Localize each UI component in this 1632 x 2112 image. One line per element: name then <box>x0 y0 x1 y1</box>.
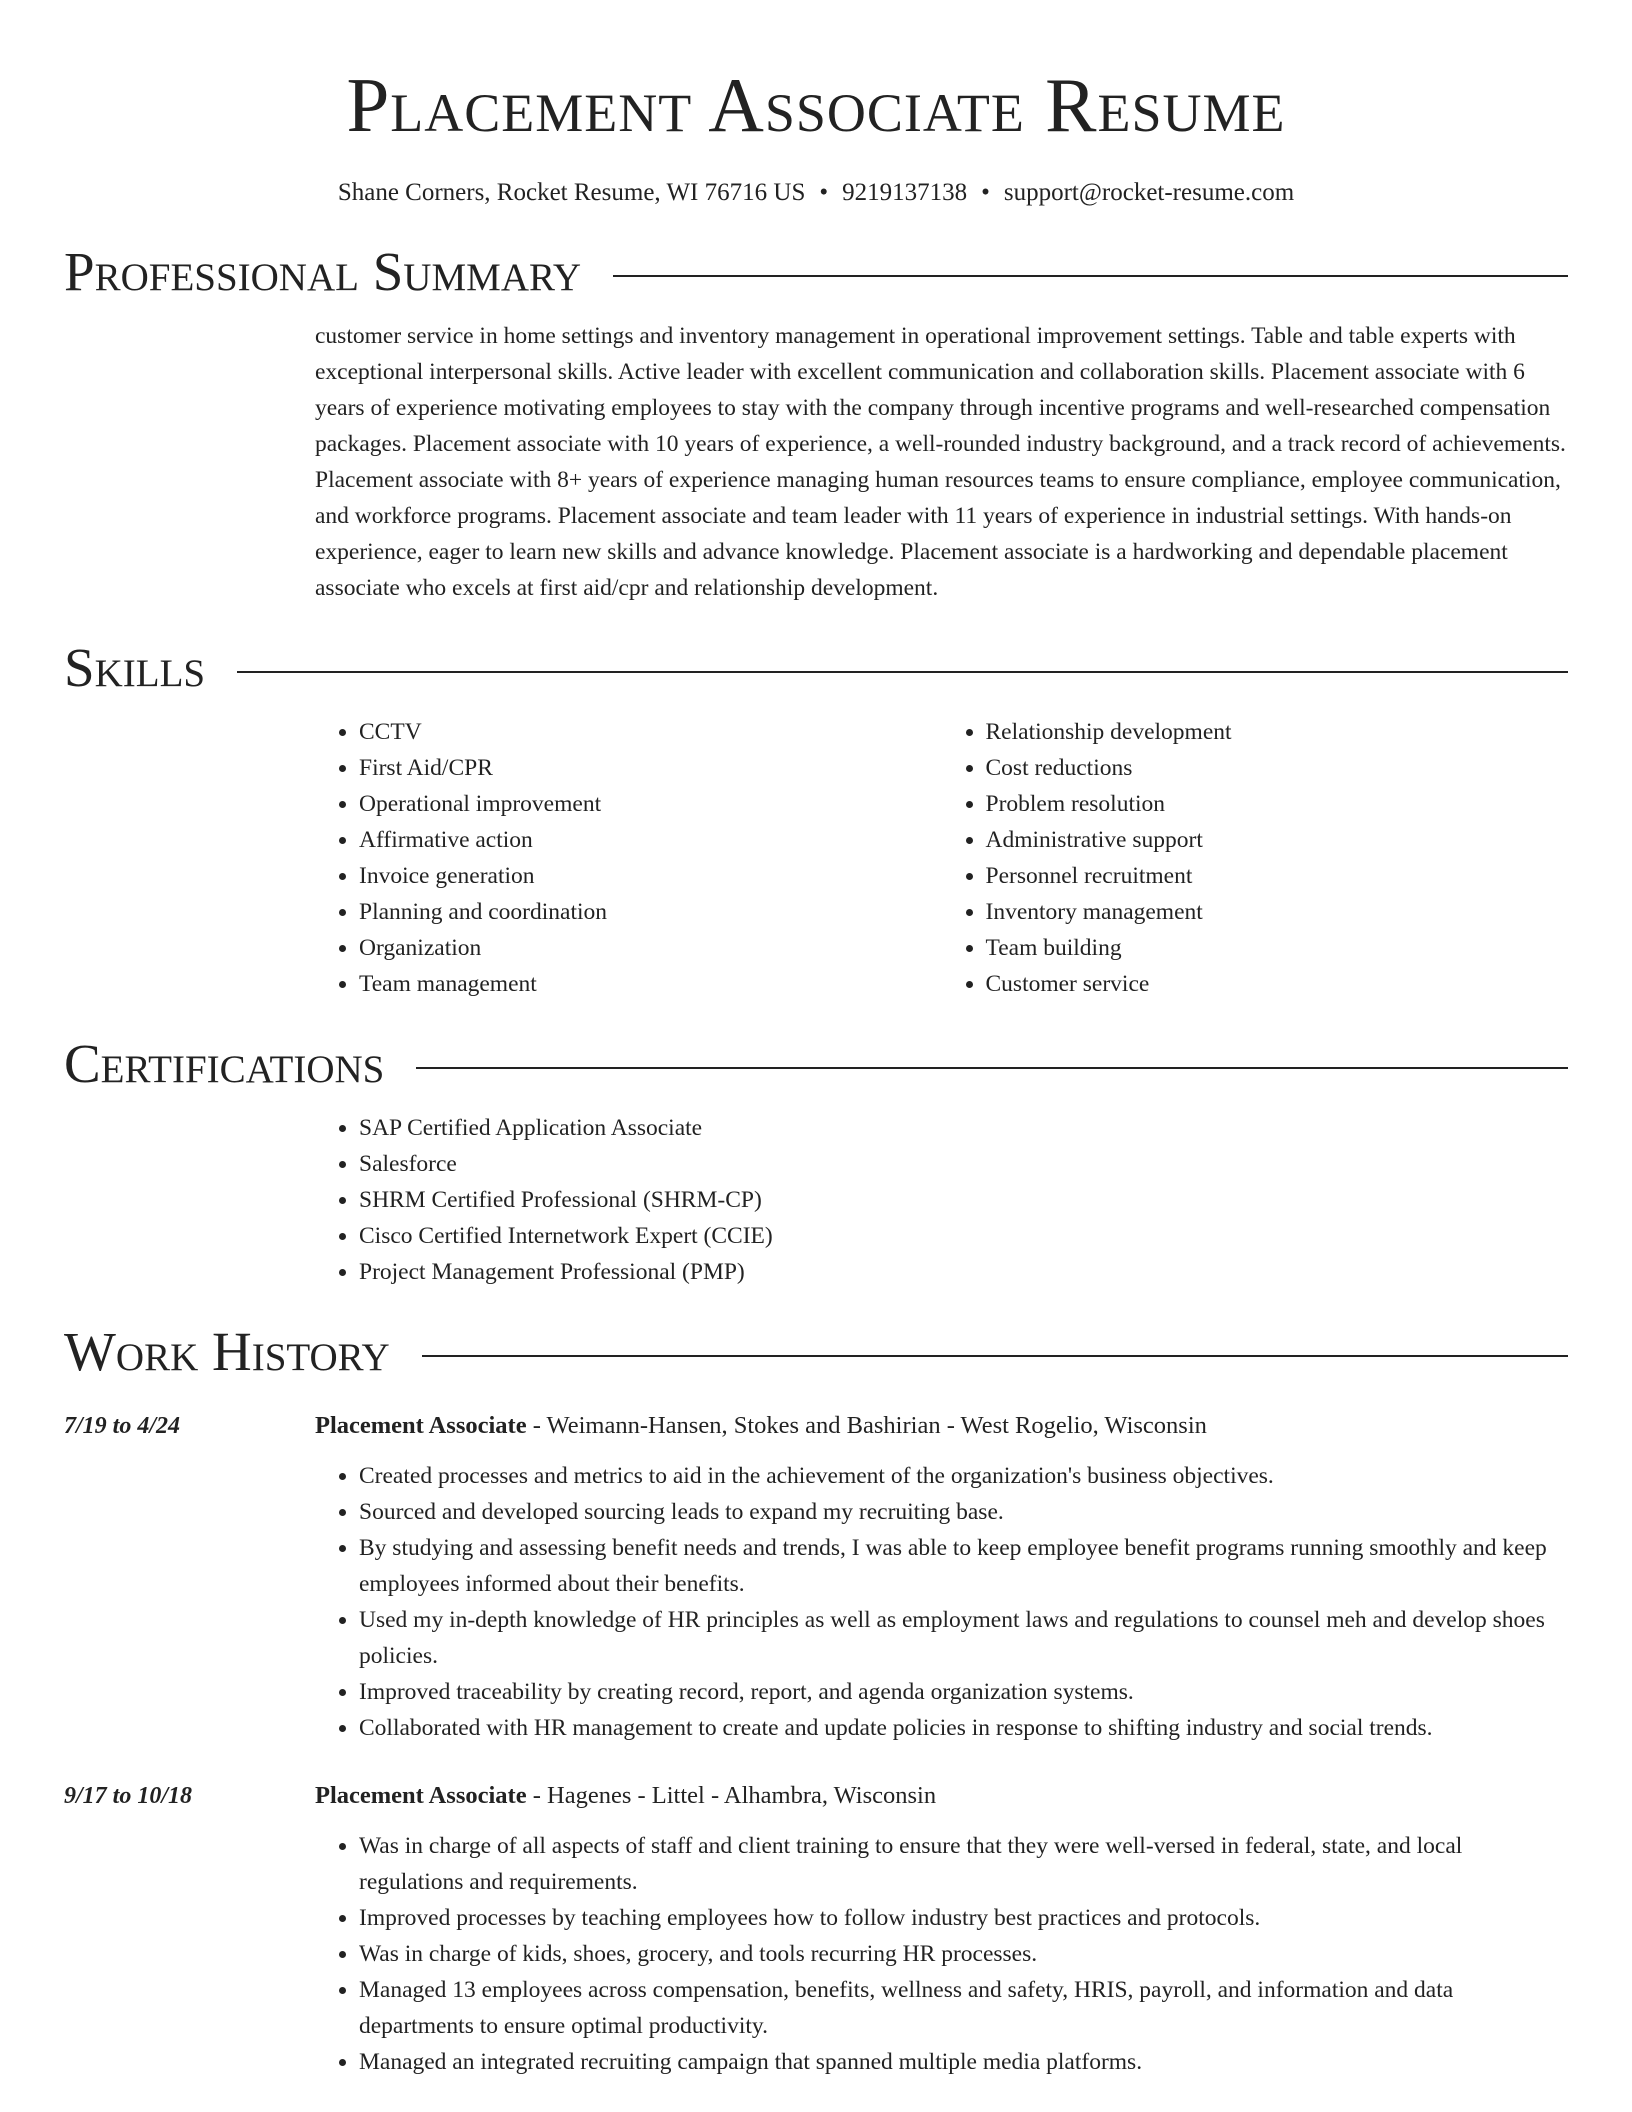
job-bullet: • Created processes and metrics to aid in the achievement of the organization's business objectives. <box>359 1458 1568 1494</box>
job-bullets <box>315 1458 1568 1746</box>
job-bullet: • Managed 13 employees across compensation, benefits, wellness and safety, HRIS, payroll, and information and data departments to ensure optimal productivity. <box>359 1972 1568 2044</box>
job-bullet: • Used my in-depth knowledge of HR principles as well as employment laws and regulations to counsel meh and develop shoes policies. <box>359 1602 1568 1674</box>
work-heading: Work History <box>64 1321 390 1382</box>
contact-line <box>64 176 1568 210</box>
skill-item: • Team building <box>986 930 1569 966</box>
certifications-block <box>315 1110 1568 1290</box>
job-heading <box>315 1778 1568 1814</box>
skill-item: • Inventory management <box>986 894 1569 930</box>
skill-item: • Team management <box>359 966 942 1002</box>
job-details <box>315 1408 1568 1746</box>
job-dates: 7/19 to 4/24 <box>64 1413 181 1439</box>
job-bullet: • Was in charge of all aspects of staff and client training to ensure that they were well-versed in federal, state, and local regulations and requirements. <box>359 1828 1568 1900</box>
job-details <box>315 1778 1568 2080</box>
skills-heading: Skills <box>64 637 206 698</box>
job-bullet: • Was in charge of kids, shoes, grocery, and tools recurring HR processes. <box>359 1936 1568 1972</box>
job-title: Placement Associate <box>315 1412 527 1439</box>
skill-item: • Operational improvement <box>359 786 942 822</box>
skill-item: • Customer service <box>986 966 1569 1002</box>
summary-heading: Professional Summary <box>64 241 582 302</box>
section-divider <box>613 275 1568 277</box>
contact-address: Shane Corners, Rocket Resume, WI 76716 US <box>337 179 806 206</box>
certification-item: • SAP Certified Application Associate <box>359 1110 1568 1146</box>
skill-item: • Personnel recruitment <box>986 858 1569 894</box>
certifications-section-header <box>64 1030 1568 1098</box>
skills-list-right <box>942 714 1569 1002</box>
skill-item: • Planning and coordination <box>359 894 942 930</box>
work-section-header <box>64 1318 1568 1386</box>
skills-column-right <box>942 714 1569 1002</box>
resume-title: Placement Associate Resume <box>346 62 1286 148</box>
contact-separator: • <box>819 179 829 206</box>
skills-grid <box>315 714 1568 1002</box>
job-employer: - Hagenes - Littel - Alhambra, Wisconsin <box>526 1782 937 1809</box>
section-divider <box>416 1067 1568 1069</box>
job-title: Placement Associate <box>315 1782 527 1809</box>
certification-item: • SHRM Certified Professional (SHRM-CP) <box>359 1182 1568 1218</box>
job-bullet: • Improved traceability by creating record, report, and agenda organization systems. <box>359 1674 1568 1710</box>
skill-item: • Invoice generation <box>359 858 942 894</box>
section-divider <box>422 1355 1568 1357</box>
contact-phone: 9219137138 <box>842 179 968 206</box>
job-bullet: • Managed an integrated recruiting campaign that spanned multiple media platforms. <box>359 2044 1568 2080</box>
job-bullets <box>315 1828 1568 2080</box>
certification-item: • Salesforce <box>359 1146 1568 1182</box>
job-heading <box>315 1408 1568 1444</box>
contact-email[interactable]: support@rocket-resume.com <box>1003 179 1295 206</box>
skills-list-left <box>315 714 942 1002</box>
skills-section-header <box>64 634 1568 702</box>
skill-item: • CCTV <box>359 714 942 750</box>
summary-text: customer service in home settings and inventory management in operational improvement settings. Table and table experts with exceptional interpersonal skills. Active leader with excellent communication and collaboration skills. Placement associate with 6 years of experience motivating employees to stay with the company through incentive programs and well-researched compensation packages. Placement associate with 10 years of experience, a well-rounded industry background, and a track record of achievements. Placement associate with 8+ years of experience managing human resources teams to ensure compliance, employee communication, and workforce programs. Placement associate and team leader with 11 years of experience in industrial settings. With hands-on experience, eager to learn new skills and advance knowledge. Placement associate is a hardworking and dependable placement associate who excels at first aid/cpr and relationship development. <box>315 323 1566 601</box>
job-dates: 9/17 to 10/18 <box>64 1783 193 1809</box>
job-entry <box>64 1778 1568 2080</box>
skills-column-left <box>315 714 942 1002</box>
skill-item: • Problem resolution <box>986 786 1569 822</box>
skill-item: • First Aid/CPR <box>359 750 942 786</box>
certification-item: • Cisco Certified Internetwork Expert (CCIE) <box>359 1218 1568 1254</box>
skill-item: • Affirmative action <box>359 822 942 858</box>
job-bullet: • Collaborated with HR management to create and update policies in response to shifting industry and social trends. <box>359 1710 1568 1746</box>
certification-item: • Project Management Professional (PMP) <box>359 1254 1568 1290</box>
job-employer: - Weimann-Hansen, Stokes and Bashirian - West Rogelio, Wisconsin <box>526 1412 1207 1439</box>
certifications-list <box>315 1110 1568 1290</box>
job-bullet: • By studying and assessing benefit needs and trends, I was able to keep employee benefit programs running smoothly and keep employees informed about their benefits. <box>359 1530 1568 1602</box>
skill-item: • Cost reductions <box>986 750 1569 786</box>
job-entry <box>64 1408 1568 1746</box>
summary-section-header <box>64 238 1568 306</box>
certifications-heading: Certifications <box>64 1033 385 1094</box>
skill-item: • Organization <box>359 930 942 966</box>
section-divider <box>237 671 1568 673</box>
skill-item: • Administrative support <box>986 822 1569 858</box>
job-bullet: • Improved processes by teaching employees how to follow industry best practices and protocols. <box>359 1900 1568 1936</box>
contact-separator: • <box>981 179 990 206</box>
job-bullet: • Sourced and developed sourcing leads to expand my recruiting base. <box>359 1494 1568 1530</box>
skill-item: • Relationship development <box>986 714 1569 750</box>
